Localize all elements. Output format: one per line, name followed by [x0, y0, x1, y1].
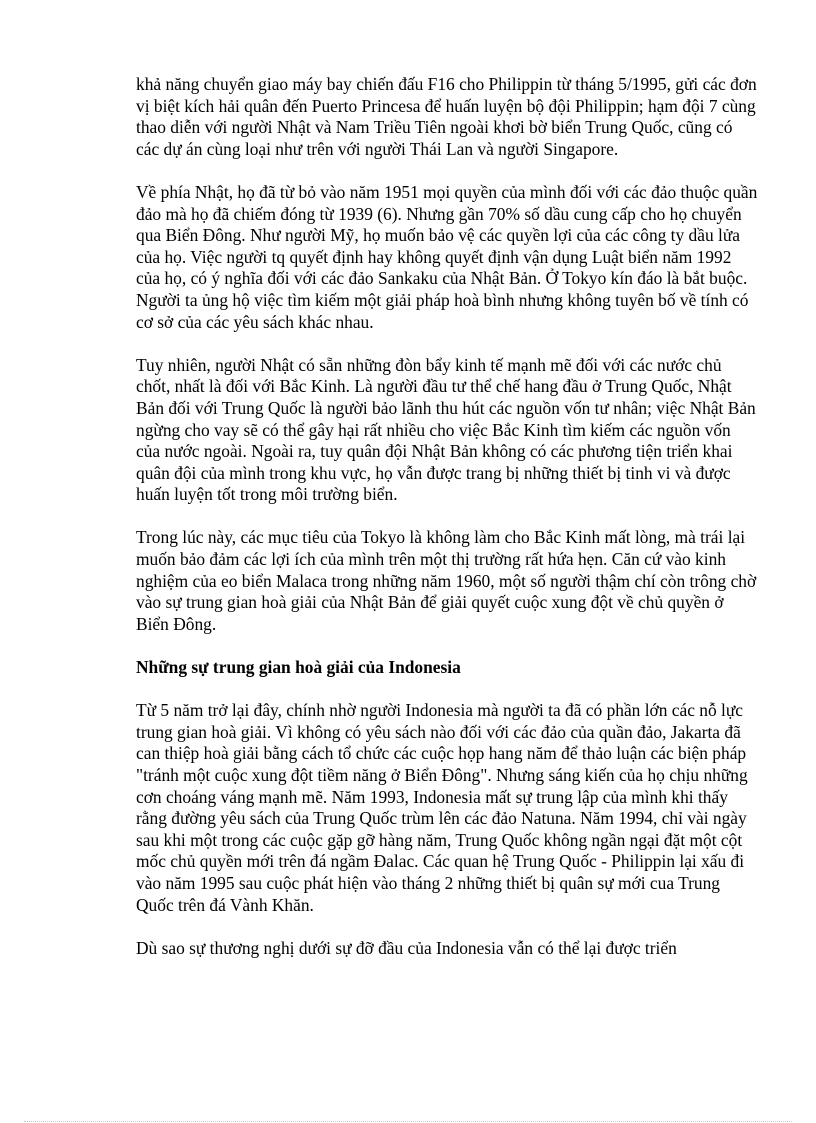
document-body — [136, 74, 758, 981]
paragraph-2: Về phía Nhật, họ đã từ bỏ vào năm 1951 mọi quyền của mình đối với các đảo thuộc quần đảo mà họ đã chiếm đóng từ 1939 (6). Nhưng gần 70% số dầu cung cấp cho họ chuyển qua Biển Đông. Như người Mỹ, họ muốn bảo vệ các quyền lợi của các công ty dầu lửa của họ. Việc người tq quyết định hay không quyết định vận dụng Luật biển năm 1992 của họ, có ý nghĩa đối với các đảo Sankaku của Nhật Bản. Ở Tokyo kín đáo là bắt buộc. Người ta ủng hộ việc tìm kiếm một giải pháp hoà bình nhưng không tuyên bố về tính có cơ sở của các yêu sách khác nhau. — [136, 181, 758, 332]
paragraph-1: khả năng chuyển giao máy bay chiến đấu F16 cho Philippin từ tháng 5/1995, gửi các đơn vị biệt kích hải quân đến Puerto Princesa để huấn luyện bộ đội Philippin; hạm đội 7 cùng thao diễn với người Nhật và Nam Triều Tiên ngoài khơi bờ biển Trung Quốc, cũng có các dự án cùng loại như trên với người Thái Lan và người Singapore. — [136, 74, 757, 159]
paragraph-3: Tuy nhiên, người Nhật có sẵn những đòn bẩy kinh tế mạnh mẽ đối với các nước chủ chốt, nhất là đối với Bắc Kinh. Là người đầu tư thể chế hang đầu ở Trung Quốc, Nhật Bản đối với Trung Quốc là người bảo lãnh thu hút các nguồn vốn tư nhân; việc Nhật Bản ngừng cho vay sẽ có thể gây hại rất nhiều cho việc Bắc Kinh tìm kiếm các nguồn vốn của nước ngoài. Ngoài ra, tuy quân đội Nhật Bản không có các phương tiện triển khai quân đội của mình trong khu vực, họ vẫn được trang bị những thiết bị tinh vi và được huấn luyện tốt trong môi trường biển. — [136, 354, 756, 505]
section-heading: Những sự trung gian hoà giải của Indonesia — [136, 657, 461, 678]
paragraph-6: Dù sao sự thương nghị dưới sự đỡ đầu của Indonesia vẫn có thể lại được triển — [136, 937, 677, 958]
page-edge — [24, 1121, 792, 1122]
paragraph-4: Trong lúc này, các mục tiêu của Tokyo là không làm cho Bắc Kinh mất lòng, mà trái lại muốn bảo đảm các lợi ích của mình trên một thị trường rất hứa hẹn. Căn cứ vào kinh nghiệm của eo biển Malaca trong những năm 1960, một số người thậm chí còn trông chờ vào sự trung gian hoà giải của Nhật Bản để giải quyết cuộc xung đột về chủ quyền ở Biển Đông. — [136, 527, 757, 634]
paragraph-5: Từ 5 năm trở lại đây, chính nhờ người Indonesia mà người ta đã có phần lớn các nỗ lực trung gian hoà giải. Vì không có yêu sách nào đối với các đảo của quần đảo, Jakarta đã can thiệp hoà giải bằng cách tổ chức các cuộc họp hang năm để thảo luận các biện pháp "tránh một cuộc xung đột tiềm năng ở Biển Đông". Nhưng sáng kiến của họ chịu những cơn choáng váng mạnh mẽ. Năm 1993, Indonesia mất sự trung lập của mình khi thấy rằng đường yêu sách của Trung Quốc trùm lên các đảo Natuna. Năm 1994, chỉ vài ngày sau khi một trong các cuộc gặp gỡ hàng năm, Trung Quốc không ngần ngại đặt một cột mốc chủ quyền mới trên đá ngầm Đalac. Các quan hệ Trung Quốc - Philippin lại xấu đi vào năm 1995 sau cuộc phát hiện vào tháng 2 những thiết bị quân sự mới cua Trung Quốc trên đá Vành Khăn. — [136, 700, 748, 915]
